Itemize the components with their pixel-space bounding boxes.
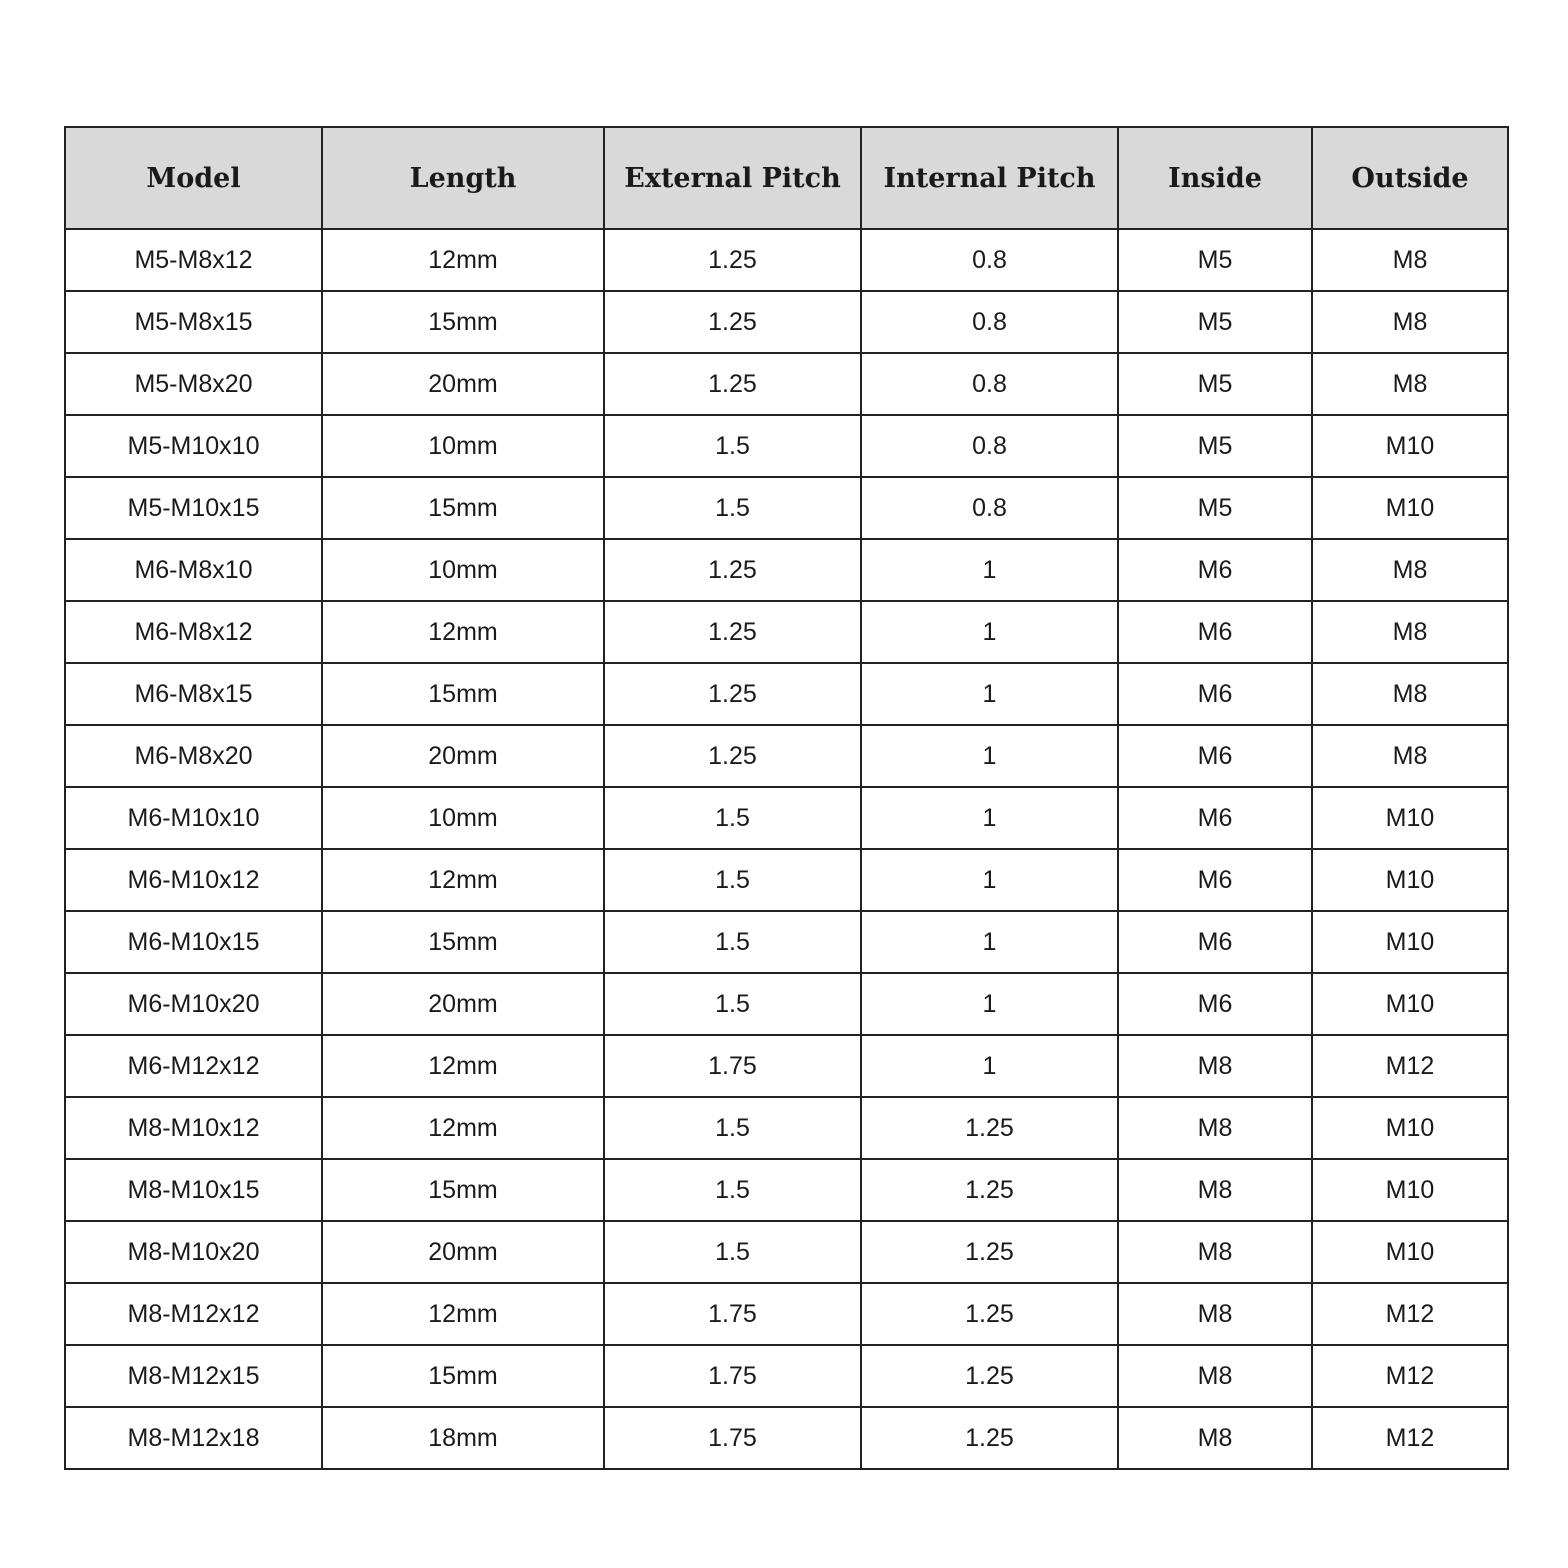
cell-internal-pitch: 1 (861, 849, 1118, 911)
cell-length: 20mm (322, 353, 604, 415)
table-body (65, 229, 1508, 1469)
table-row (65, 1221, 1508, 1283)
cell-length: 15mm (322, 663, 604, 725)
header-length: Length (322, 127, 604, 229)
cell-outside: M12 (1312, 1407, 1508, 1469)
header-internal-pitch: Internal Pitch (861, 127, 1118, 229)
cell-model: M5-M10x10 (65, 415, 322, 477)
table-row (65, 787, 1508, 849)
cell-length: 10mm (322, 415, 604, 477)
cell-model: M6-M8x12 (65, 601, 322, 663)
header-outside: Outside (1312, 127, 1508, 229)
cell-outside: M10 (1312, 849, 1508, 911)
cell-model: M6-M10x15 (65, 911, 322, 973)
cell-external-pitch: 1.5 (604, 1097, 861, 1159)
cell-inside: M5 (1118, 229, 1312, 291)
cell-inside: M8 (1118, 1035, 1312, 1097)
cell-model: M6-M10x12 (65, 849, 322, 911)
cell-model: M8-M12x15 (65, 1345, 322, 1407)
cell-internal-pitch: 1 (861, 973, 1118, 1035)
cell-external-pitch: 1.5 (604, 787, 861, 849)
cell-outside: M10 (1312, 1159, 1508, 1221)
cell-internal-pitch: 0.8 (861, 415, 1118, 477)
table-row (65, 1159, 1508, 1221)
table-row (65, 539, 1508, 601)
cell-internal-pitch: 1.25 (861, 1345, 1118, 1407)
cell-internal-pitch: 1.25 (861, 1097, 1118, 1159)
table-row (65, 415, 1508, 477)
cell-outside: M10 (1312, 1097, 1508, 1159)
cell-external-pitch: 1.25 (604, 353, 861, 415)
table-row (65, 911, 1508, 973)
cell-length: 15mm (322, 477, 604, 539)
cell-internal-pitch: 1 (861, 1035, 1118, 1097)
cell-model: M6-M8x15 (65, 663, 322, 725)
cell-model: M5-M8x15 (65, 291, 322, 353)
cell-inside: M6 (1118, 787, 1312, 849)
cell-internal-pitch: 1 (861, 787, 1118, 849)
cell-external-pitch: 1.5 (604, 973, 861, 1035)
cell-outside: M12 (1312, 1283, 1508, 1345)
cell-outside: M12 (1312, 1345, 1508, 1407)
cell-external-pitch: 1.25 (604, 229, 861, 291)
cell-inside: M5 (1118, 477, 1312, 539)
cell-model: M8-M10x20 (65, 1221, 322, 1283)
cell-length: 15mm (322, 1345, 604, 1407)
table-row (65, 601, 1508, 663)
cell-length: 18mm (322, 1407, 604, 1469)
cell-external-pitch: 1.75 (604, 1345, 861, 1407)
cell-external-pitch: 1.5 (604, 415, 861, 477)
cell-length: 12mm (322, 1283, 604, 1345)
cell-internal-pitch: 1 (861, 663, 1118, 725)
cell-inside: M8 (1118, 1407, 1312, 1469)
table-row (65, 229, 1508, 291)
cell-length: 12mm (322, 229, 604, 291)
cell-outside: M10 (1312, 973, 1508, 1035)
table-row (65, 973, 1508, 1035)
cell-inside: M8 (1118, 1097, 1312, 1159)
cell-outside: M8 (1312, 229, 1508, 291)
cell-length: 12mm (322, 1035, 604, 1097)
cell-model: M6-M8x10 (65, 539, 322, 601)
table-row (65, 1407, 1508, 1469)
cell-length: 15mm (322, 911, 604, 973)
cell-inside: M6 (1118, 849, 1312, 911)
cell-external-pitch: 1.25 (604, 725, 861, 787)
cell-external-pitch: 1.5 (604, 1159, 861, 1221)
cell-outside: M8 (1312, 539, 1508, 601)
cell-external-pitch: 1.75 (604, 1283, 861, 1345)
cell-model: M5-M8x20 (65, 353, 322, 415)
cell-model: M6-M12x12 (65, 1035, 322, 1097)
cell-length: 20mm (322, 1221, 604, 1283)
table-row (65, 477, 1508, 539)
cell-external-pitch: 1.5 (604, 1221, 861, 1283)
cell-length: 20mm (322, 725, 604, 787)
table-row (65, 291, 1508, 353)
cell-outside: M10 (1312, 787, 1508, 849)
table-row (65, 849, 1508, 911)
specification-table (64, 126, 1509, 1470)
cell-inside: M6 (1118, 973, 1312, 1035)
cell-length: 10mm (322, 539, 604, 601)
table-row (65, 1097, 1508, 1159)
cell-model: M8-M12x12 (65, 1283, 322, 1345)
header-model: Model (65, 127, 322, 229)
cell-model: M6-M8x20 (65, 725, 322, 787)
cell-internal-pitch: 1 (861, 601, 1118, 663)
cell-inside: M6 (1118, 725, 1312, 787)
cell-internal-pitch: 0.8 (861, 477, 1118, 539)
cell-external-pitch: 1.5 (604, 911, 861, 973)
cell-length: 20mm (322, 973, 604, 1035)
table-row (65, 1283, 1508, 1345)
cell-external-pitch: 1.5 (604, 477, 861, 539)
cell-external-pitch: 1.75 (604, 1035, 861, 1097)
header-inside: Inside (1118, 127, 1312, 229)
cell-internal-pitch: 0.8 (861, 291, 1118, 353)
cell-model: M6-M10x20 (65, 973, 322, 1035)
cell-internal-pitch: 0.8 (861, 229, 1118, 291)
cell-inside: M5 (1118, 291, 1312, 353)
cell-model: M8-M12x18 (65, 1407, 322, 1469)
cell-internal-pitch: 1.25 (861, 1407, 1118, 1469)
cell-length: 12mm (322, 849, 604, 911)
cell-external-pitch: 1.25 (604, 539, 861, 601)
cell-external-pitch: 1.25 (604, 663, 861, 725)
cell-internal-pitch: 1 (861, 911, 1118, 973)
cell-outside: M10 (1312, 911, 1508, 973)
cell-inside: M6 (1118, 539, 1312, 601)
cell-outside: M8 (1312, 725, 1508, 787)
cell-inside: M5 (1118, 415, 1312, 477)
cell-outside: M8 (1312, 663, 1508, 725)
cell-outside: M8 (1312, 353, 1508, 415)
cell-external-pitch: 1.25 (604, 291, 861, 353)
table-row (65, 353, 1508, 415)
cell-external-pitch: 1.5 (604, 849, 861, 911)
cell-length: 12mm (322, 601, 604, 663)
cell-external-pitch: 1.25 (604, 601, 861, 663)
cell-outside: M12 (1312, 1035, 1508, 1097)
cell-model: M8-M10x15 (65, 1159, 322, 1221)
cell-outside: M10 (1312, 1221, 1508, 1283)
table-row (65, 1345, 1508, 1407)
cell-internal-pitch: 1 (861, 539, 1118, 601)
cell-outside: M10 (1312, 477, 1508, 539)
cell-external-pitch: 1.75 (604, 1407, 861, 1469)
table-header (65, 127, 1508, 229)
cell-inside: M6 (1118, 663, 1312, 725)
cell-inside: M8 (1118, 1221, 1312, 1283)
cell-length: 15mm (322, 1159, 604, 1221)
cell-model: M5-M8x12 (65, 229, 322, 291)
cell-internal-pitch: 1.25 (861, 1221, 1118, 1283)
cell-inside: M8 (1118, 1283, 1312, 1345)
cell-outside: M8 (1312, 601, 1508, 663)
cell-inside: M6 (1118, 911, 1312, 973)
table-row (65, 725, 1508, 787)
cell-internal-pitch: 1.25 (861, 1283, 1118, 1345)
cell-inside: M8 (1118, 1345, 1312, 1407)
cell-internal-pitch: 1.25 (861, 1159, 1118, 1221)
table-row (65, 1035, 1508, 1097)
cell-inside: M6 (1118, 601, 1312, 663)
cell-internal-pitch: 1 (861, 725, 1118, 787)
cell-outside: M10 (1312, 415, 1508, 477)
cell-inside: M8 (1118, 1159, 1312, 1221)
cell-length: 10mm (322, 787, 604, 849)
cell-outside: M8 (1312, 291, 1508, 353)
cell-internal-pitch: 0.8 (861, 353, 1118, 415)
cell-inside: M5 (1118, 353, 1312, 415)
table-row (65, 663, 1508, 725)
cell-length: 12mm (322, 1097, 604, 1159)
cell-model: M5-M10x15 (65, 477, 322, 539)
cell-model: M6-M10x10 (65, 787, 322, 849)
cell-length: 15mm (322, 291, 604, 353)
header-row (65, 127, 1508, 229)
header-external-pitch: External Pitch (604, 127, 861, 229)
cell-model: M8-M10x12 (65, 1097, 322, 1159)
